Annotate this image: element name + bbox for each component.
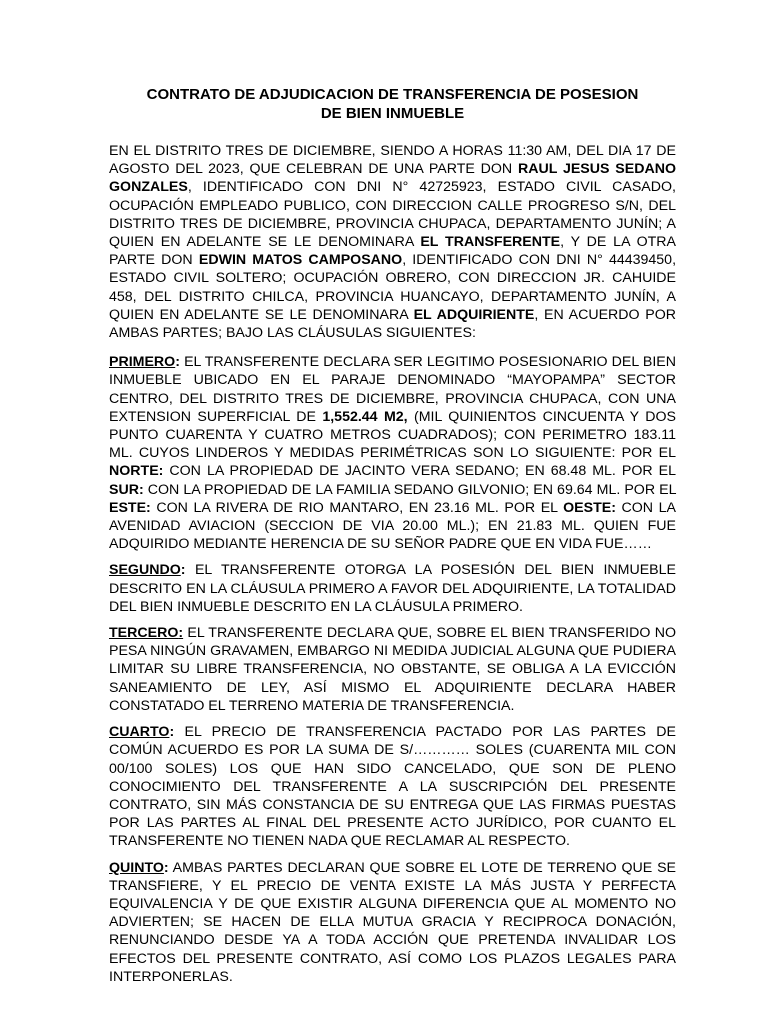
segundo-text: EL TRANSFERENTE OTORGA LA POSESIÓN DEL BIEN INMUEBLE DESCRITO EN LA CLÁUSULA PRIMERO A FAVOR DEL ADQUIRIENTE, LA TOTALIDAD DEL BIEN INMUEBLE DESCRITO EN LA CLÁUSULA PRIMERO. [109,562,676,615]
intro-paragraph [109,142,676,342]
clause-primero [109,353,676,553]
primero-text-2: (MIL QUINIENTOS CINCUENTA Y DOS PUNTO CUARENTA Y CUATRO METROS CUADRADOS); CON PERIMETRO 183.11 ML. CUYOS LINDEROS Y MEDIDAS PERIMÉTRICAS SON LO SIGUIENTE: POR EL [109,408,676,462]
boundary-sur: SUR: [109,481,144,498]
title-line-1: CONTRATO DE ADJUDICACION DE TRANSFERENCIA DE POSESION [146,86,639,103]
primero-text-6: CON LA AVENIDAD AVIACION (SECCION DE VIA 20.00 ML.); EN 21.83 ML. QUIEN FUE ADQUIRIDO MEDIANTE HERENCIA DE SU SEÑOR PADRE QUE EN VIDA FUE…… [109,499,676,553]
document-title [109,85,676,123]
clause-quinto [109,859,676,986]
primero-text-4: CON LA PROPIEDAD DE LA FAMILIA SEDANO GILVONIO; EN 69.64 ML. POR EL [143,481,676,498]
tercero-text: EL TRANSFERENTE DECLARA QUE, SOBRE EL BIEN TRANSFERIDO NO PESA NINGÚN GRAVAMEN, EMBARGO NI MEDIDA JUDICIAL ALGUNA QUE PUDIERA LIMITAR SU LIBRE TRANSFERENCIA, NO OBSTANTE, SE OBLIGA A LA EVICCIÓN SANEAMIENTO DE LEY, ASÍ MISMO EL ADQUIRIENTE DECLARA HABER CONSTATADO EL TERRENO MATERIA DE TRANSFERENCIA. [109,625,676,714]
clause-colon: : [169,724,175,741]
primero-text-1: EL TRANSFERENTE DECLARA SER LEGITIMO POSESIONARIO DEL BIEN INMUEBLE UBICADO EN EL PARAJE DENOMINADO “MAYOPAMPA” SECTOR CENTRO, DEL DISTRITO TRES DE DICIEMBRE, PROVINCIA CHUPACA, CON UNA EXTENSION SUPERFICIAL DE [109,354,676,425]
quinto-text: AMBAS PARTES DECLARAN QUE SOBRE EL LOTE DE TERRENO QUE SE TRANSFIERE, Y EL PRECIO DE VENTA EXISTE LA MÁS JUSTA Y PERFECTA EQUIVALENCIA Y DE QUE EXISTIR ALGUNA DIFERENCIA QUE AL MOMENTO NO ADVIERTEN; SE HACEN DE ELLA MUTUA GRACIA Y RECIPROCA DONACIÓN, RENUNCIANDO DESDE YA A TODA ACCIÓN QUE PRETENDA INVALIDAR LOS EFECTOS DEL PRESENTE CONTRATO, ASÍ COMO LOS PLAZOS LEGALES PARA INTERPONERLAS. [109,859,676,985]
boundary-oeste: OESTE: [563,499,616,516]
clause-heading-cuarto: CUARTO [109,724,170,741]
intro-text-3: , Y DE LA OTRA PARTE DON [109,234,676,269]
clause-heading-tercero: TERCERO [109,625,179,642]
intro-text-1: EN EL DISTRITO TRES DE DICIEMBRE, SIENDO A HORAS 11:30 AM, DEL DIA 17 DE AGOSTO DEL 2023, QUE CELEBRAN DE UNA PARTE DON [109,143,676,178]
clause-tercero [109,624,676,715]
cuarto-text: EL PRECIO DE TRANSFERENCIA PACTADO POR LAS PARTES DE COMÚN ACUERDO ES POR LA SUMA DE S/………… SOLES (CUARENTA MIL CON 00/100 SOLES) LOS QUE HAN SIDO CANCELADO, QUE SON DE PLENO CONOCIMIENTO DEL TRANSFERENTE A LA SUSCRIPCIÓN DEL PRESENTE CONTRATO, SIN MÁS CONSTANCIA DE SU ENTREGA QUE LAS FIRMAS PUESTAS POR LAS PARTES AL FINAL DEL PRESENTE ACTO JURÍDICO, POR CUANTO EL TRANSFERENTE NO TIENEN NADA QUE RECLAMAR AL RESPECTO. [109,724,676,850]
clause-heading-primero: PRIMERO [109,354,176,371]
primero-text-3: CON LA PROPIEDAD DE JACINTO VERA SEDANO; EN 68.48 ML. POR EL [163,463,676,480]
clause-colon: : [175,354,180,371]
intro-text-4: , IDENTIFICADO CON DNI N° 44439450, ESTADO CIVIL SOLTERO; OCUPACIÓN OBRERO, CON DIRECCION JR. CAHUIDE 458, DEL DISTRITO CHILCA, PROVINCIA HUANCAYO, DEPARTAMENTO JUNÍN, A QUIEN EN ADELANTE SE LE DENOMINARA [109,252,677,323]
boundary-este: ESTE: [109,499,151,516]
primero-text-5: CON LA RIVERA DE RIO MANTARO, EN 23.16 ML. POR EL [150,499,564,516]
clause-heading-quinto: QUINTO [109,859,164,876]
clause-colon: : [178,625,184,642]
intro-text-5: , EN ACUERDO POR AMBAS PARTES; BAJO LAS CLÁUSULAS SIGUIENTES: [109,306,676,342]
clause-heading-segundo: SEGUNDO [109,562,181,579]
adquiriente-name: EDWIN MATOS CAMPOSANO [198,252,403,269]
transferente-name: RAUL JESUS SEDANO GONZALES [109,161,676,196]
transferente-role: EL TRANSFERENTE [420,234,561,251]
title-line-2: DE BIEN INMUEBLE [320,105,465,122]
clause-cuarto [109,723,676,850]
area-value: 1,552.44 M2, [322,408,408,425]
adquiriente-role: EL ADQUIRIENTE [413,306,535,323]
intro-text-2: , IDENTIFICADO CON DNI N° 42725923, ESTADO CIVIL CASADO, OCUPACIÓN EMPLEADO PUBLICO, CON DIRECCION CALLE PROGRESO S/N, DEL DISTRITO TRES DE DICIEMBRE, PROVINCIA CHUPACA, DEPARTAMENTO JUNÍN; A QUIEN EN ADELANTE SE LE DENOMINARA [109,179,676,251]
clause-colon: : [163,859,169,876]
boundary-norte: NORTE: [109,463,164,480]
clause-segundo [109,561,676,616]
clause-colon: : [180,562,186,579]
